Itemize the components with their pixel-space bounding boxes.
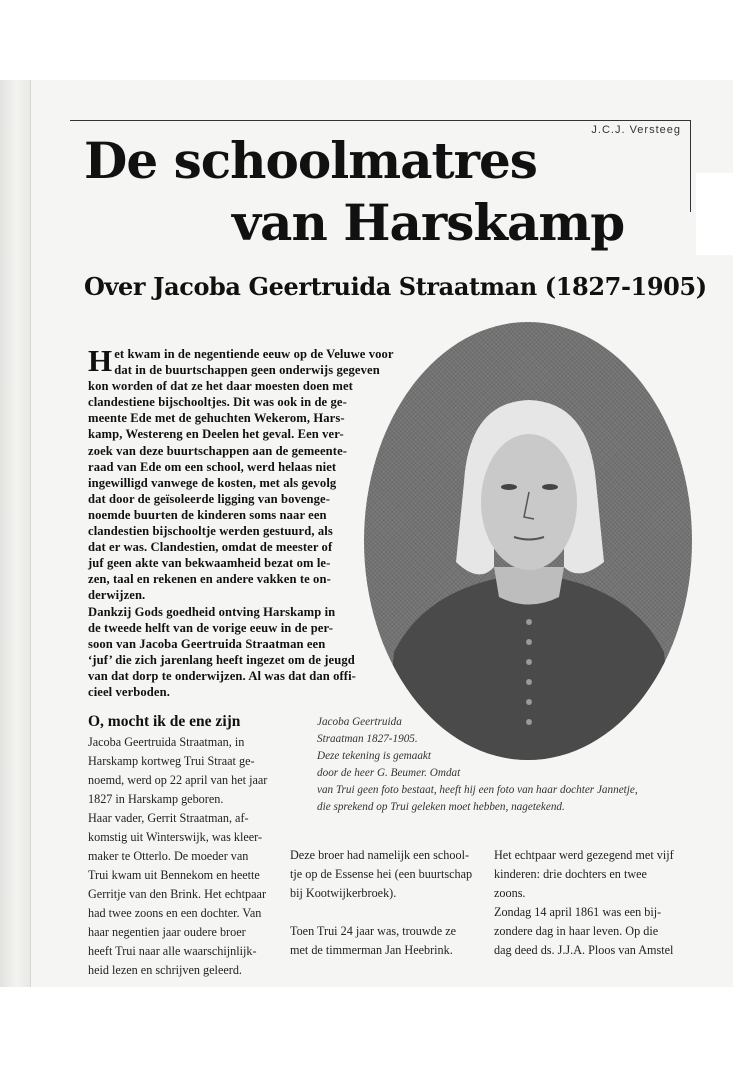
portrait-caption	[317, 714, 460, 782]
portrait-sketch	[364, 322, 692, 760]
intro-line: cieel verboden.	[88, 684, 170, 699]
subtitle: Over Jacoba Geertruida Straatman (1827-1905)	[84, 272, 707, 301]
intro-line: soon van Jacoba Geertruida Straatman een	[88, 636, 326, 651]
body-line: heeft Trui naar alle waarschijnlijk-	[88, 944, 257, 958]
intro-line: van dat dorp te onderwijzen. Al was dat dan offi-	[88, 668, 356, 683]
caption-line: door de heer G. Beumer. Omdat	[317, 767, 461, 779]
intro-line: ‘juf’ die zich jarenlang heeft ingezet om de jeugd	[88, 652, 355, 667]
intro-line: kamp, Westereng en Deelen het geval. Een ver-	[88, 427, 344, 442]
section-heading: O, mocht ik de ene zijn	[88, 713, 241, 730]
binding-spine	[0, 80, 31, 987]
body-line: Jacoba Geertruida Straatman, in	[88, 735, 245, 749]
caption-line: die sprekend op Trui geleken moet hebben, nagetekend.	[317, 801, 565, 813]
body-line: Zondag 14 april 1861 was een bij-	[494, 905, 662, 919]
body-column-1	[88, 733, 274, 980]
body-line: Deze broer had namelijk een school-	[290, 848, 470, 862]
body-line: bij Kootwijkerbroek).	[290, 886, 397, 900]
body-line: met de timmerman Jan Heebrink.	[290, 943, 453, 957]
intro-line: noemde buurten de kinderen soms naar een	[88, 507, 327, 522]
intro-line: ingewilligd vanwege de kosten, met als gevolg	[88, 475, 337, 490]
intro-line: raad van Ede om een school, werd helaas niet	[88, 459, 337, 474]
body-line: noemd, werd op 22 april van het jaar	[88, 773, 268, 787]
caption-line: van Trui geen foto bestaat, heeft hij een foto van haar dochter Jannetje,	[317, 784, 638, 796]
intro-line: clandestiene bijschooltjes. Dit was ook in de ge-	[88, 395, 347, 410]
body-line: komstig uit Winterswijk, was kleer-	[88, 830, 263, 844]
caption-line: Straatman 1827-1905.	[317, 733, 418, 745]
title-line-1: De schoolmatres	[84, 131, 537, 190]
intro-line: de tweede helft van de vorige eeuw in de per-	[88, 620, 334, 635]
header-side-rule	[690, 120, 691, 212]
body-line: kinderen: drie dochters en twee	[494, 867, 647, 881]
intro-line: clandestien bijschooltje werden gestuurd, als	[88, 524, 333, 539]
intro-line: kon worden of dat ze het daar moesten doen met	[88, 379, 353, 394]
intro-line: juf geen akte van bekwaamheid bezat om le-	[88, 556, 331, 571]
body-line: haar negentien jaar oudere broer	[88, 925, 246, 939]
portrait-caption-continued	[317, 782, 638, 816]
caption-line: Jacoba Geertruida	[317, 716, 402, 728]
body-line: heid lezen en schrijven geleerd.	[88, 963, 242, 977]
body-column-2	[290, 846, 478, 960]
body-line: Gerritje van den Brink. Het echtpaar	[88, 887, 266, 901]
header-rule	[70, 120, 690, 121]
intro-line: meente Ede met de gehuchten Wekerom, Hars-	[88, 411, 345, 426]
title-line-2: van Harskamp	[232, 193, 625, 252]
body-line: tje op de Essense hei (een buurtschap	[290, 867, 473, 881]
body-line: had twee zoons en een dochter. Van	[88, 906, 262, 920]
body-line: zoons.	[494, 886, 526, 900]
column-2-paragraph-1	[290, 846, 478, 903]
body-line: maker te Otterlo. De moeder van	[88, 849, 249, 863]
intro-line: dat er was. Clandestien, omdat de meester of	[88, 540, 333, 555]
intro-line: et kwam in de negentiende eeuw op de Veluwe voor	[114, 347, 394, 361]
body-line: Haar vader, Gerrit Straatman, af-	[88, 811, 249, 825]
body-line: dag deed ds. J.J.A. Ploos van Amstel	[494, 943, 674, 957]
body-line: 1827 in Harskamp geboren.	[88, 792, 224, 806]
intro-line: zoek van deze buurtschappen aan de gemeente-	[88, 443, 348, 458]
intro-line: zen, taal en rekenen en andere vakken te on-	[88, 572, 331, 587]
intro-line: Dankzij Gods goedheid ontving Harskamp in	[88, 604, 336, 619]
author-name: J.C.J. Versteeg	[591, 124, 681, 136]
portrait-drawing	[364, 322, 692, 760]
body-line: Het echtpaar werd gezegend met vijf	[494, 848, 674, 862]
body-line: zondere dag in haar leven. Op die	[494, 924, 659, 938]
intro-line: dat in de buurtschappen geen onderwijs gegeven	[114, 363, 380, 378]
caption-line: Deze tekening is gemaakt	[317, 750, 432, 762]
intro-line: dat door de geïsoleerde ligging van bovenge-	[88, 491, 331, 506]
body-column-3	[494, 846, 684, 960]
drop-cap: H	[88, 343, 113, 378]
body-line: Trui kwam uit Bennekom en heette	[88, 868, 260, 882]
column-2-paragraph-2	[290, 922, 478, 960]
page-tab-notch	[696, 173, 738, 255]
body-line: Harskamp kortweg Trui Straat ge-	[88, 754, 255, 768]
body-line: Toen Trui 24 jaar was, trouwde ze	[290, 924, 457, 938]
intro-line: derwijzen.	[88, 588, 146, 603]
